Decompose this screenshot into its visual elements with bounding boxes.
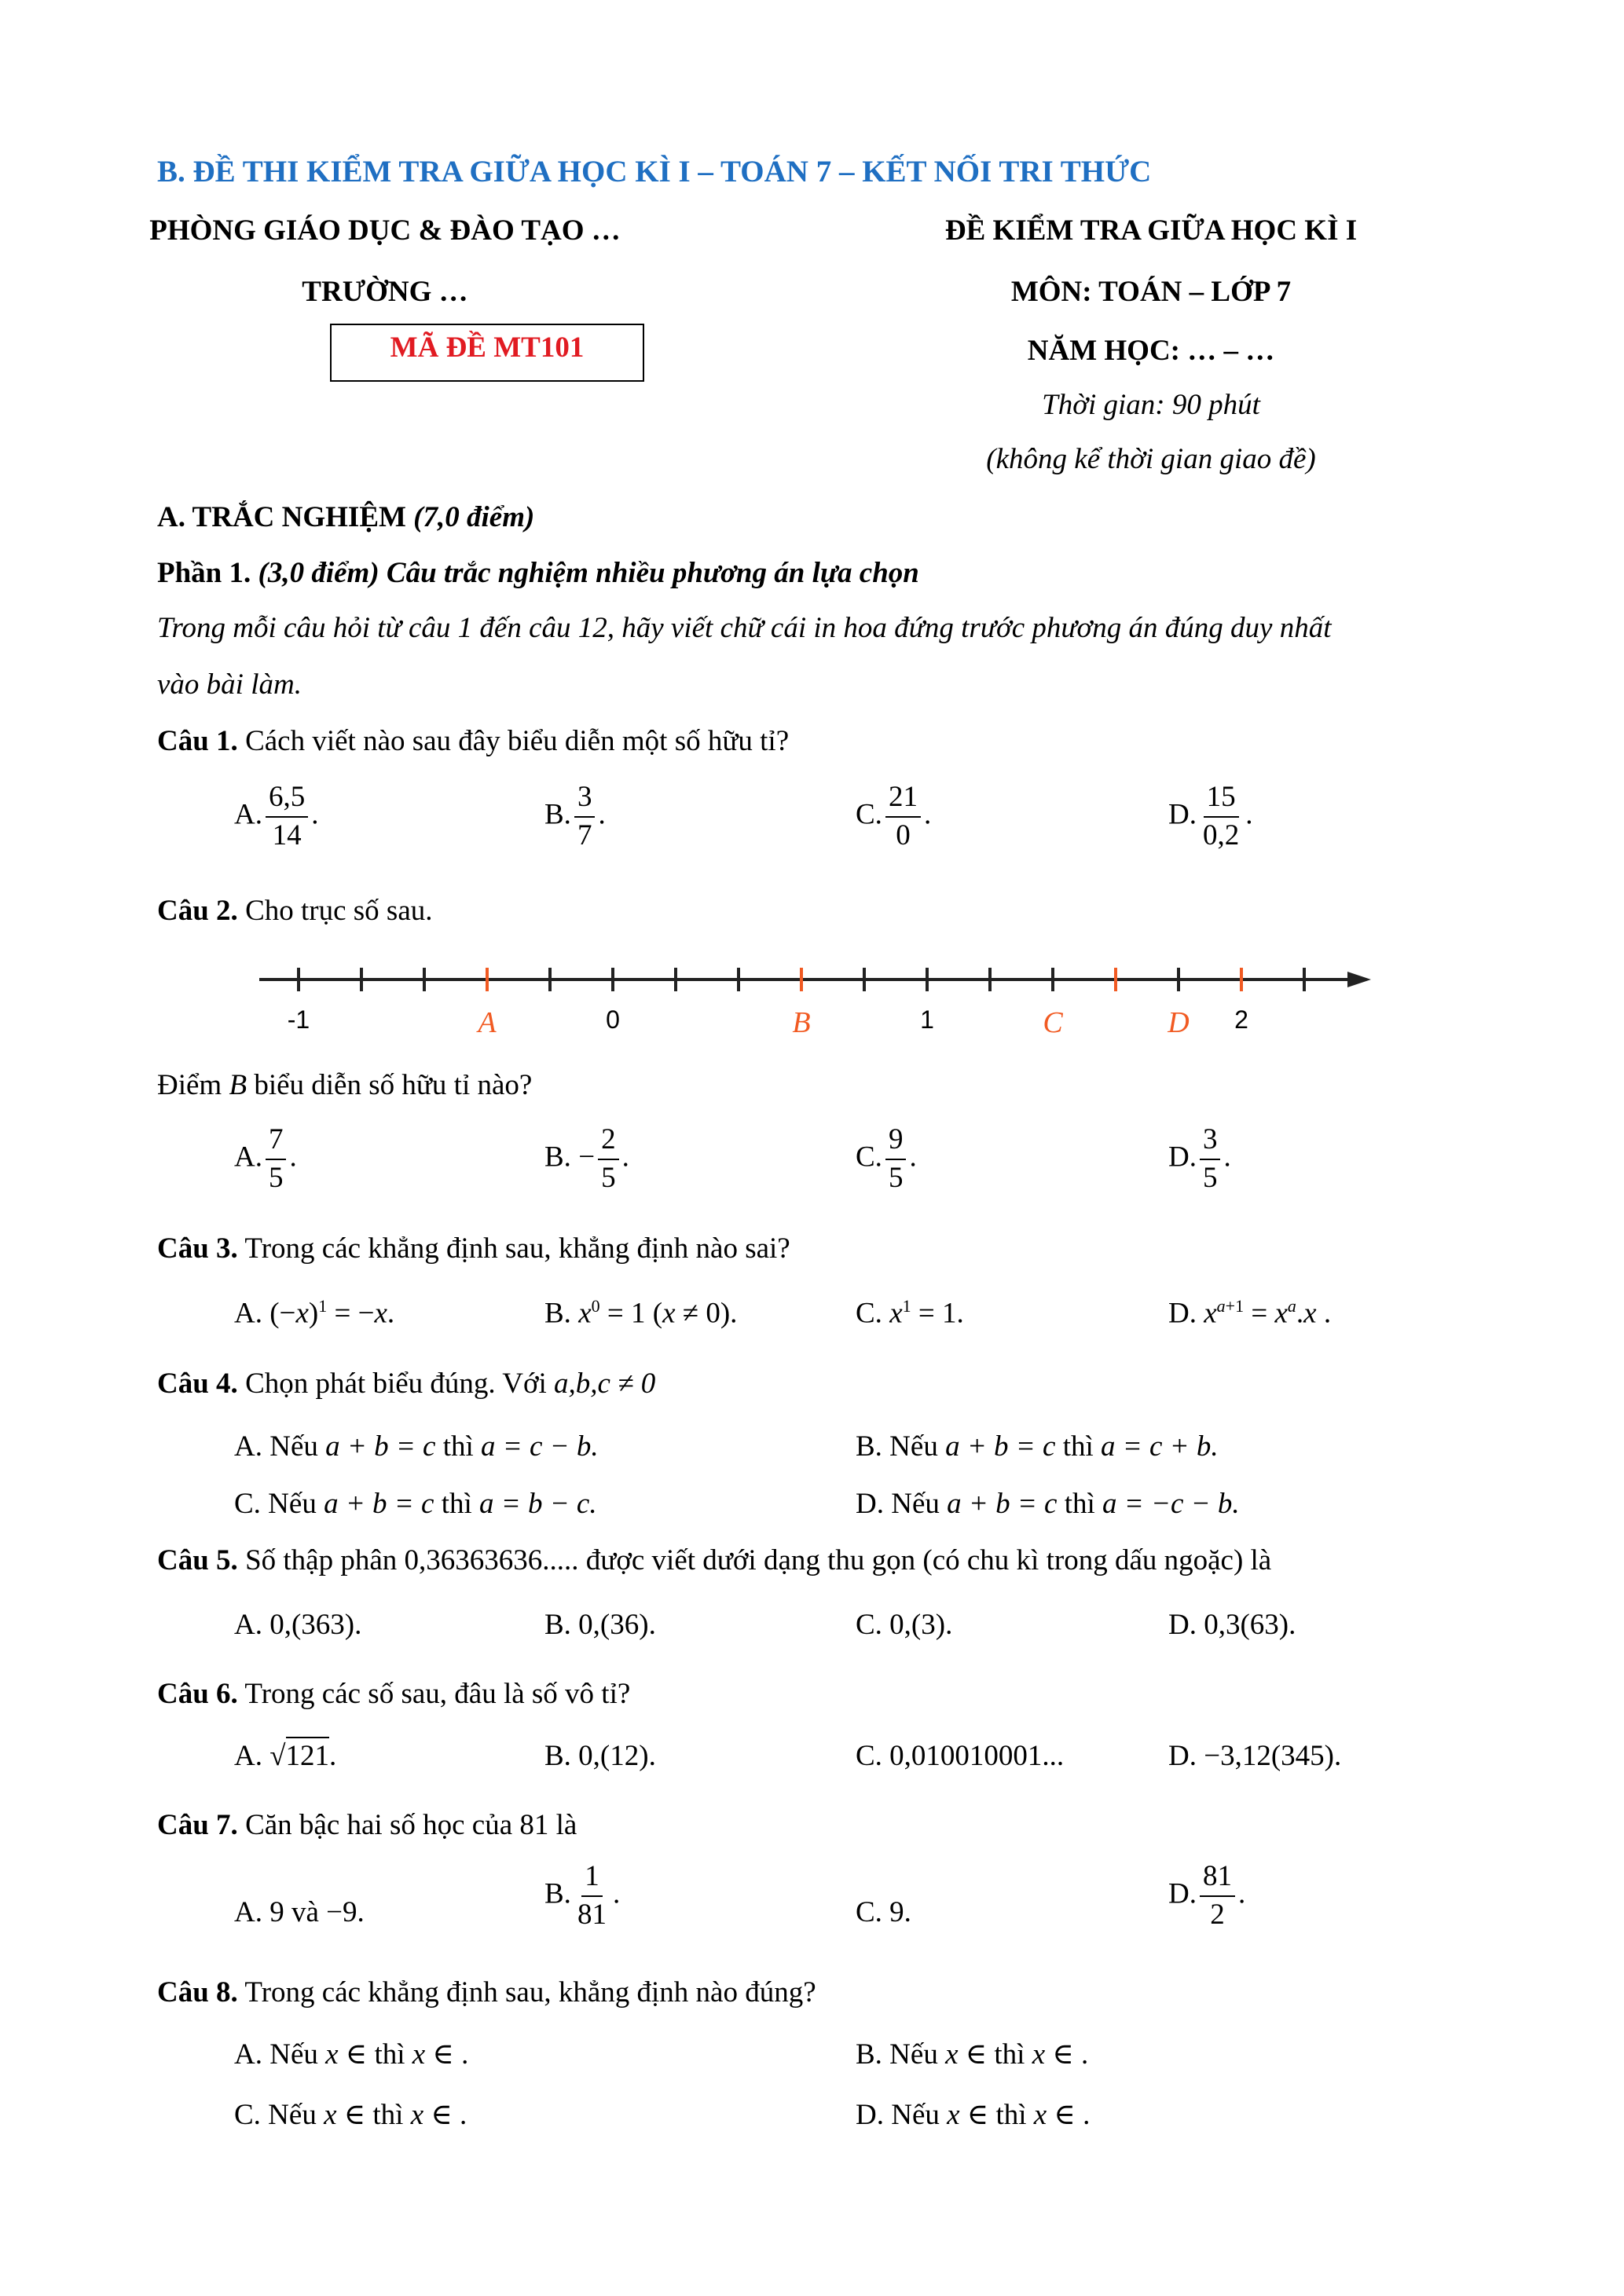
q1-option-c: C. $\frac{21}{0}$ . — [856, 781, 932, 851]
q3-option-c: C. $x^1 = 1$. — [856, 1296, 964, 1330]
number-line-arrow — [1347, 972, 1371, 987]
question-6: Câu 6. Trong các số sau, đâu là số vô tỉ? — [157, 1678, 631, 1710]
exam-code-box: MÃ ĐỀ MT101 — [330, 324, 644, 382]
question-4: Câu 4. Chọn phát biểu đúng. Với a,b,c ≠ 0 — [157, 1368, 656, 1400]
point-label-d: D — [1168, 1006, 1190, 1039]
fraction: $\frac{3}{7}$ — [574, 782, 596, 851]
q3-option-d: D. $x^{a+1} = x^a.x$ . — [1168, 1296, 1332, 1330]
sqrt-radicand: 121 — [286, 1737, 330, 1772]
question-2: Câu 2. Cho trục số sau. — [157, 895, 433, 927]
q2-option-c: C. $\frac{9}{5}$ . — [856, 1123, 917, 1194]
question-8: Câu 8. Trong các khẳng định sau, khẳng định nào đúng? — [157, 1976, 816, 2009]
fraction: $\frac{2}{5}$ — [598, 1125, 619, 1194]
q1-option-d: D. $\frac{15}{0,2}$ . — [1168, 781, 1253, 851]
school-year: NĂM HỌC: … – … — [1027, 335, 1275, 367]
q2-option-a: A. $\frac{7}{5}$ . — [234, 1123, 297, 1194]
tick-label-minus-1: -1 — [287, 1005, 310, 1034]
question-3: Câu 3. Trong các khẳng định sau, khẳng định nào sai? — [157, 1232, 790, 1265]
q6-option-c: C. 0,010010001... — [856, 1740, 1065, 1772]
part1-heading: Phần 1. (3,0 điểm) Câu trắc nghiệm nhiều phương án lựa chọn — [157, 557, 919, 589]
fraction: $\frac{6,5}{14}$ — [266, 782, 308, 851]
q2-ask: Điểm B biểu diễn số hữu tỉ nào? — [157, 1069, 533, 1101]
q5-option-a: A. 0,(363). — [234, 1609, 362, 1641]
fraction: $\frac{15}{0,2}$ — [1202, 781, 1240, 851]
question-7: Câu 7. Căn bậc hai số học của 81 là — [157, 1809, 577, 1841]
question-1: Câu 1. Cách viết nào sau đây biểu diễn một số hữu tỉ? — [157, 725, 790, 757]
exam-duration: Thời gian: 90 phút — [1042, 389, 1260, 421]
tick-label-0: 0 — [606, 1005, 620, 1034]
q8-option-c: C. Nếu x ∈ thì x ∈ . — [234, 2099, 467, 2131]
fraction: $\frac{21}{0}$ — [885, 782, 921, 851]
q1-option-a: A. $\frac{6,5}{14}$ . — [234, 781, 319, 851]
q4-option-d: D. Nếu a + b = c thì a = −c − b. — [856, 1488, 1240, 1520]
q7-option-c: C. 9. — [856, 1896, 911, 1928]
number-line — [251, 960, 1375, 1046]
point-label-a: A — [478, 1006, 497, 1039]
fraction: $\frac{81}{2}$ — [1200, 1862, 1235, 1931]
q6-option-d: D. −3,12(345). — [1168, 1740, 1342, 1772]
q7-option-a: A. 9 và −9. — [234, 1896, 365, 1928]
q8-option-d: D. Nếu x ∈ thì x ∈ . — [856, 2099, 1091, 2131]
q5-option-b: B. 0,(36). — [544, 1609, 656, 1641]
point-label-c: C — [1043, 1006, 1063, 1039]
document-title: B. ĐỀ THI KIỂM TRA GIỮA HỌC KÌ I – TOÁN 7 – KẾT NỐI TRI THỨC — [157, 155, 1152, 189]
q4-option-a: A. Nếu a + b = c thì a = c − b. — [234, 1430, 599, 1463]
q8-option-a: A. Nếu x ∈ thì x ∈ . — [234, 2038, 469, 2071]
q3-option-a: A. $(-x)^1 = -x$. — [234, 1296, 395, 1330]
q7-option-b: B. $\frac{1}{81}$ . — [544, 1860, 621, 1931]
subject-line: MÔN: TOÁN – LỚP 7 — [1010, 276, 1292, 308]
fraction: $\frac{9}{5}$ — [885, 1125, 907, 1194]
fraction: $\frac{3}{5}$ — [1200, 1125, 1221, 1194]
fraction: $\frac{1}{81}$ — [577, 1860, 607, 1931]
q2-option-d: D. $\frac{3}{5}$ . — [1168, 1123, 1231, 1194]
q4-option-c: C. Nếu a + b = c thì a = b − c. — [234, 1488, 597, 1520]
duration-note: (không kể thời gian giao đề) — [986, 443, 1316, 475]
exam-name: ĐỀ KIỂM TRA GIỮA HỌC KÌ I — [944, 214, 1358, 247]
section-a-heading: A. TRẮC NGHIỆM (7,0 điểm) — [157, 501, 535, 533]
fraction: $\frac{7}{5}$ — [266, 1125, 287, 1194]
question-5: Câu 5. Số thập phân 0,36363636..... được viết dưới dạng thu gọn (có chu kì trong dấu ngoặc) là — [157, 1544, 1272, 1576]
school-name: TRƯỜNG … — [302, 276, 468, 308]
q5-option-c: C. 0,(3). — [856, 1609, 953, 1641]
q2-option-b: B. − $\frac{2}{5}$ . — [544, 1123, 629, 1194]
q6-option-a: A. √121. — [234, 1739, 336, 1773]
instruction-line-1: Trong mỗi câu hỏi từ câu 1 đến câu 12, hãy viết chữ cái in hoa đứng trước phương án đúng duy nhất — [157, 612, 1332, 644]
q7-option-d: D. $\frac{81}{2}$ . — [1168, 1860, 1246, 1931]
instruction-line-2: vào bài làm. — [157, 668, 302, 701]
tick-label-2: 2 — [1234, 1005, 1248, 1034]
tick-label-1: 1 — [920, 1005, 934, 1034]
q8-option-b: B. Nếu x ∈ thì x ∈ . — [856, 2038, 1089, 2071]
q6-option-b: B. 0,(12). — [544, 1740, 656, 1772]
q1-option-b: B. $\frac{3}{7}$ . — [544, 781, 606, 851]
q3-option-b: B. $x^0 = 1$ (x ≠ 0). — [544, 1296, 738, 1330]
point-label-b: B — [792, 1006, 811, 1039]
department-name: PHÒNG GIÁO DỤC & ĐÀO TẠO … — [149, 214, 621, 247]
q4-option-b: B. Nếu a + b = c thì a = c + b. — [856, 1430, 1219, 1463]
q5-option-d: D. 0,3(63). — [1168, 1609, 1296, 1641]
